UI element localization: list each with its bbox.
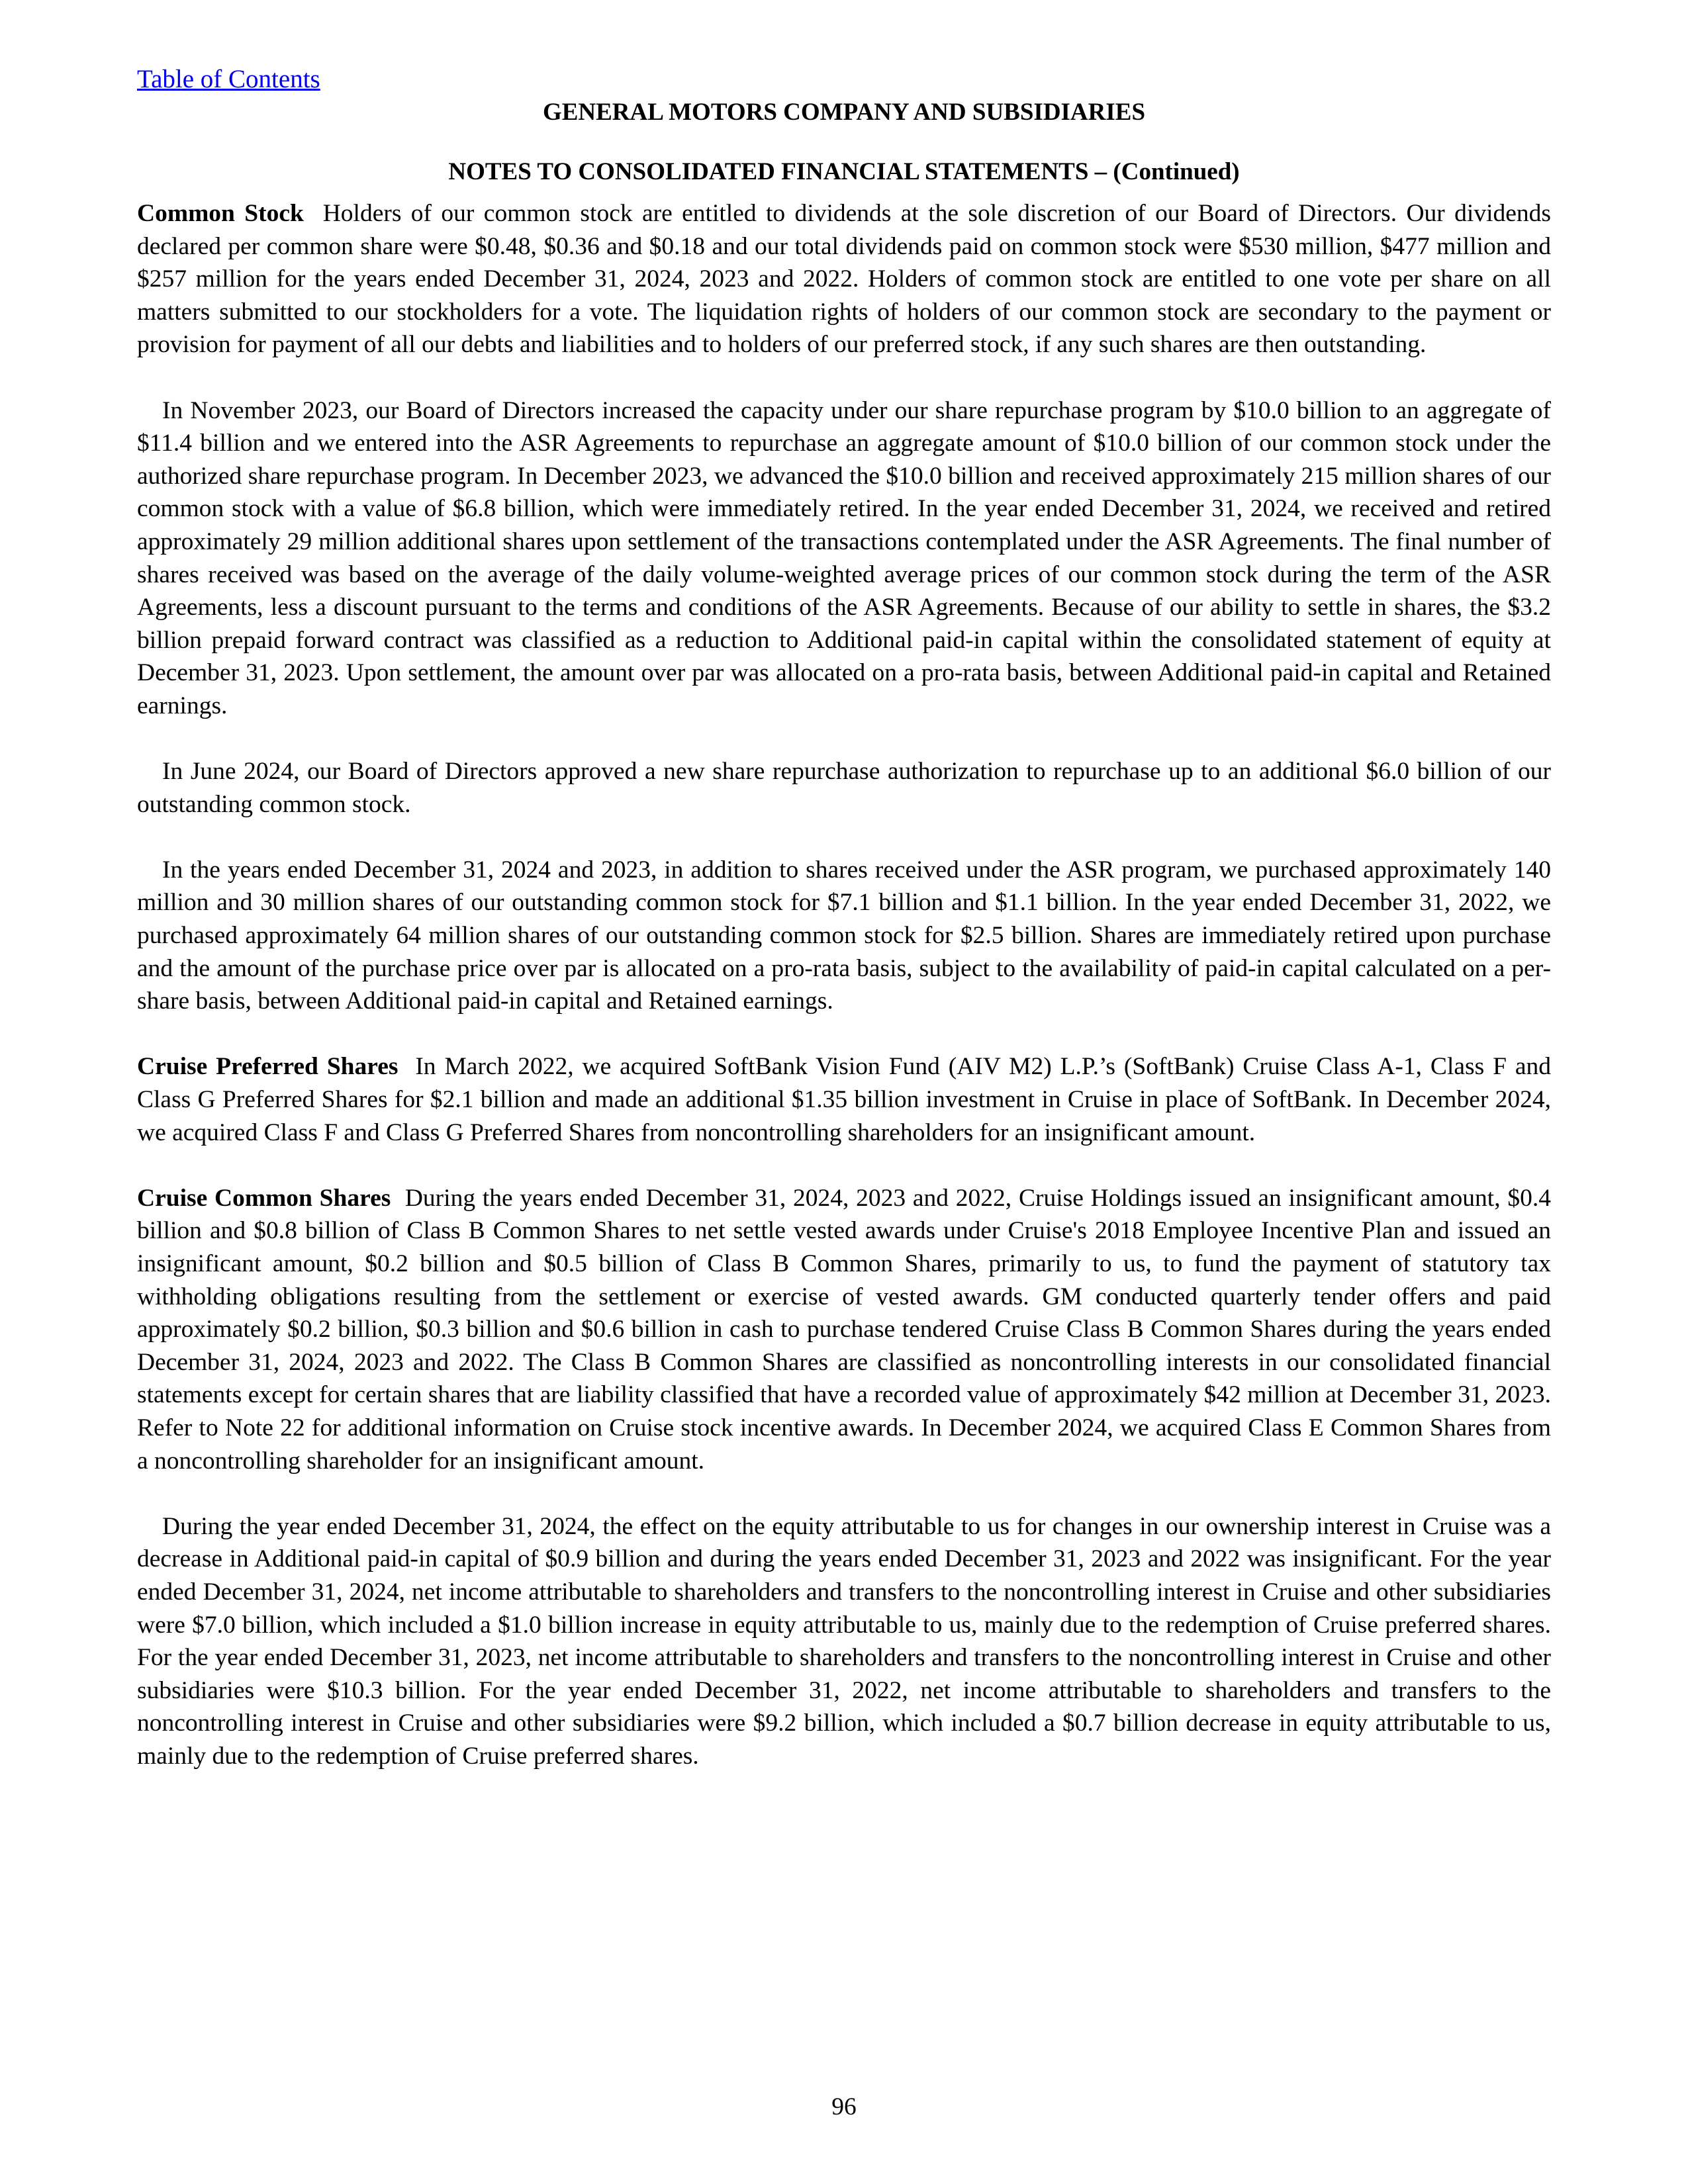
notes-heading: NOTES TO CONSOLIDATED FINANCIAL STATEMENTS – (Continued)	[448, 158, 1240, 185]
paragraph-share-purchases: In the years ended December 31, 2024 and 2023, in addition to shares received under the ASR program, we purchased approximately 140 million and 30 million shares of our outstanding common stock for $7.1 billion and $1.1 billion. In the year ended December 31, 2022, we purchased approximately 64 million shares of our outstanding common stock for $2.5 billion. Shares are immediately retired upon purchase and the amount of the purchase price over par is allocated on a pro-rata basis, subject to the availability of paid-in capital calculated on a per-share basis, between Additional paid-in capital and Retained earnings.	[137, 856, 1551, 1015]
section-heading-common-stock: Common Stock	[137, 200, 304, 227]
page-number: 96	[831, 2093, 857, 2120]
paragraph-text: During the years ended December 31, 2024, 2023 and 2022, Cruise Holdings issued an insignificant amount, $0.4 billion and $0.8 billion of Class B Common Shares to net settle vested awards under Cruise's 2018 Employee Incentive Plan and issued an insignificant amount, $0.2 billion and $0.5 billion of Class B Common Shares, primarily to us, to fund the payment of statutory tax withholding obligations resulting from the settlement or exercise of vested awards. GM conducted quarterly tender offers and paid approximately $0.2 billion, $0.3 billion and $0.6 billion in cash to purchase tendered Cruise Class B Common Shares during the years ended December 31, 2024, 2023 and 2022. The Class B Common Shares are classified as noncontrolling interests in our consolidated financial statements except for certain shares that are liability classified that have a recorded value of approximately $42 million at December 31, 2023. Refer to Note 22 for additional information on Cruise stock incentive awards. In December 2024, we acquired Class E Common Shares from a noncontrolling shareholder for an insignificant amount.	[137, 1184, 1551, 1475]
document-page	[137, 64, 1551, 1773]
paragraph-share-repurchase-asr: In November 2023, our Board of Directors increased the capacity under our share repurchase program by $10.0 billion to an aggregate of $11.4 billion and we entered into the ASR Agreements to repurchase an aggregate amount of $10.0 billion of our common stock under the authorized share repurchase program. In December 2023, we advanced the $10.0 billion and received approximately 215 million shares of our common stock with a value of $6.8 billion, which were immediately retired. In the year ended December 31, 2024, we received and retired approximately 29 million additional shares upon settlement of the transactions contemplated under the ASR Agreements. The final number of shares received was based on the average of the daily volume-weighted average prices of our common stock during the term of the ASR Agreements, less a discount pursuant to the terms and conditions of the ASR Agreements. Because of our ability to settle in shares, the $3.2 billion prepaid forward contract was classified as a reduction to Additional paid-in capital within the consolidated statement of equity at December 31, 2023. Upon settlement, the amount over par was allocated on a pro-rata basis, between Additional paid-in capital and Retained earnings.	[137, 396, 1551, 719]
paragraph-text: In March 2022, we acquired SoftBank Vision Fund (AIV M2) L.P.’s (SoftBank) Cruise Class A-1, Class F and Class G Preferred Shares for $2.1 billion and made an additional $1.35 billion investment in Cruise in place of SoftBank. In December 2024, we acquired Class F and Class G Preferred Shares from noncontrolling shareholders for an insignificant amount.	[137, 1053, 1552, 1146]
table-of-contents-link[interactable]: Table of Contents	[137, 65, 320, 93]
section-heading-cruise-common-shares: Cruise Common Shares	[137, 1184, 391, 1212]
paragraph-june-2024-authorization: In June 2024, our Board of Directors approved a new share repurchase authorization to repurchase up to an additional $6.0 billion of our outstanding common stock.	[137, 758, 1551, 818]
company-heading: GENERAL MOTORS COMPANY AND SUBSIDIARIES	[542, 99, 1146, 126]
section-heading-cruise-preferred-shares: Cruise Preferred Shares	[137, 1053, 399, 1081]
paragraph-cruise-ownership-equity: During the year ended December 31, 2024, the effect on the equity attributable to us for changes in our ownership interest in Cruise was a decrease in Additional paid-in capital of $0.9 billion and during the years ended December 31, 2023 and 2022 was insignificant. For the year ended December 31, 2024, net income attributable to shareholders and transfers to the noncontrolling interest in Cruise and other subsidiaries were $7.0 billion, which included a $1.0 billion increase in equity attributable to us, mainly due to the redemption of Cruise preferred shares. For the year ended December 31, 2023, net income attributable to shareholders and transfers to the noncontrolling interest in Cruise and other subsidiaries were $10.3 billion. For the year ended December 31, 2022, net income attributable to shareholders and transfers to the noncontrolling interest in Cruise and other subsidiaries were $9.2 billion, which included a $0.7 billion decrease in equity attributable to us, mainly due to the redemption of Cruise preferred shares.	[137, 1512, 1551, 1770]
paragraph-common-stock	[137, 197, 1551, 361]
paragraph-cruise-common-shares	[137, 1182, 1551, 1477]
paragraph-cruise-preferred-shares	[137, 1050, 1551, 1149]
paragraph-text: Holders of our common stock are entitled to dividends at the sole discretion of our Board of Directors. Our dividends declared per common share were $0.48, $0.36 and $0.18 and our total dividends paid on common stock were $530 million, $477 million and $257 million for the years ended December 31, 2024, 2023 and 2022. Holders of common stock are entitled to one vote per share on all matters submitted to our stockholders for a vote. The liquidation rights of holders of our common stock are secondary to the payment or provision for payment of all our debts and liabilities and to holders of our preferred stock, if any such shares are then outstanding.	[137, 200, 1551, 359]
